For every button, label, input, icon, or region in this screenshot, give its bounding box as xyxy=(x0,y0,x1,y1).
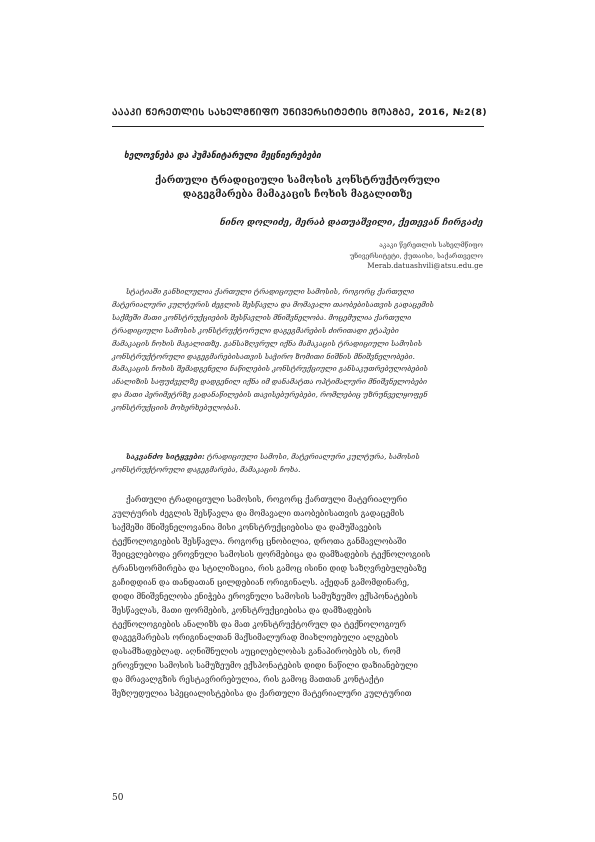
header-divider xyxy=(112,126,484,127)
body-line: ეროვნული სამოსის სამუზეუმო ექსპონატების დიდი ნაწილი დაზიანებული xyxy=(112,661,418,671)
affiliation-line: უნივერსიტეტი, ქუთაისი, საქართველო xyxy=(349,251,483,260)
keywords-line: კონსტრუქტორული დაგეგმარება, მამაკაცის ჩოხა. xyxy=(112,464,301,474)
keywords xyxy=(112,451,484,477)
title-line: დაგეგმარება მამაკაცის ჩოხის მაგალითზე xyxy=(182,189,413,200)
body-line: კულტურის ძეგლის შესწავლა და მომავალი თაობებისათვის გადაცემის xyxy=(112,508,405,518)
authors: ნინო დოლიძე, მერაბ დათუაშვილი, ქეთევან ჩირგაძე xyxy=(219,218,483,228)
abstract-line: კონსტრუქციის მოხერხებულობას. xyxy=(112,403,241,413)
abstract-line: მამაკაცის ჩოხის შემადგენელი ნაწილების კონსტრუქციული განსაკუთრებულობების xyxy=(112,364,428,374)
affiliation-line: აკაკი წერეთლის სახელმწიფო xyxy=(379,241,483,249)
author-email: Merab.datuashvili@atsu.edu.ge xyxy=(367,261,483,271)
abstract-line: კონსტრუქტორული დაგეგმარებისათვის საჭირო ზომითი ნიშნის მნიშვნელობები. xyxy=(112,351,415,361)
abstract-line: ტრადიციული სამოსის კონსტრუქტორული დაგეგმარების ძირითადი ეტაპები xyxy=(112,325,399,335)
body-line: შეზღუდულია სპეციალისტებისა და ქართული მატერიალური კულტურით xyxy=(112,688,412,698)
abstract-line: ანალიზის საფუძველზე დადგენილ იქნა იმ დანამატთა ოპტიმალური მნიშვნელობები xyxy=(112,377,428,387)
abstract xyxy=(112,286,484,415)
abstract-line: სტატიაში განხილულია ქართული ტრადიციული სამოსის, როგორც ქართული xyxy=(126,287,415,296)
body-line: დიდი მნიშვნელობა ენიჭება ეროვნული სამოსის სამუზეუმო ექსპონატების xyxy=(112,591,418,601)
page-number: 50 xyxy=(112,793,124,803)
body-line: და მრავალგზის რესტავრირებულია, რის გამოც მათთან კონტაქტი xyxy=(112,674,384,684)
body-line: საქმეში მნიშვნელოვანია მისი კონსტრუქციებისა და დამუშავების xyxy=(112,522,382,532)
keywords-label: საკვანძო სიტყვები: xyxy=(126,452,205,461)
body-line: ტრანსფორმირება და სტილიზაცია, რის გამოც ისინი დიდ საზღვრებულებაზე xyxy=(112,564,427,574)
journal-header: ᲐᲐᲐᲙᲘ ᲬᲔᲠᲔᲗᲚᲘᲡ ᲡᲐᲮᲔᲚᲛᲬᲘᲤᲝ ᲣᲜᲘᲕᲔᲠᲡᲘᲢᲔᲢᲘᲡ ᲛᲝᲐᲛᲑᲔ, 2016, №2(8) xyxy=(112,107,487,118)
body-line: ტექნოლოგიების შესწავლა. როგორც ცნობილია, დროთა განმავლობაში xyxy=(112,536,407,546)
affiliation xyxy=(350,240,483,272)
body-text xyxy=(112,493,484,701)
body-line: გაჩიდდიან და თანდათან ცილდებიან ორიგინალს. აქედან გამომდინარე, xyxy=(112,578,410,588)
section-title: ხელოვნება და ჰუმანიტარული მეცნიერებები xyxy=(124,151,322,161)
body-line: ტექნოლოგიების ანალიზს და მათ კონსტრუქტორულ და ტექნოლოგიურ xyxy=(112,619,406,629)
article-title xyxy=(140,174,455,202)
body-line: დაგეგმარებას ორიგინალთან მაქსიმალურად მიახლოებული ალგების xyxy=(112,633,399,643)
body-line: დასამზადებლად. აღნიშნულის აუცილებლობას განაპირობებს ის, რომ xyxy=(112,647,401,657)
keywords-line xyxy=(112,451,484,464)
keywords-text: ტრადიციული სამოსი, მატერიალური კულტურა, სამოსის xyxy=(206,452,420,461)
title-line: ქართული ტრადიციული სამოსის კონსტრუქტორული xyxy=(154,175,440,186)
body-line: შეიცვლებოდა ეროვნული სამოსის ფორმებიცა და დამზადების ტექნოლოგიის xyxy=(112,550,431,560)
body-line: შესწავლას, მათი ფორმების, კონსტრუქციებისა და დამზადების xyxy=(112,605,372,615)
abstract-line: მატერიალური კულტურის ძეგლის შესწავლა და მომავალი თაობებისათვის გადაცემის xyxy=(112,299,434,309)
abstract-line: საქმეში მათი კონსტრუქციების შესწავლის მნიშვნელობა. მოცემულია ქართული xyxy=(112,312,412,322)
abstract-line: მამაკაცის ჩოხის მაგალითზე. განსაზღვრულ იქნა მამაკაცის ტრადიციული სამოსის xyxy=(112,338,423,348)
body-line: ქართული ტრადიციული სამოსის, როგორც ქართული მატერიალური xyxy=(126,495,408,504)
abstract-line: და მათი პერიმეტრზე გადანაწილების თავისებურებები, რომლებიც უზრუნველყოფენ xyxy=(112,390,428,400)
